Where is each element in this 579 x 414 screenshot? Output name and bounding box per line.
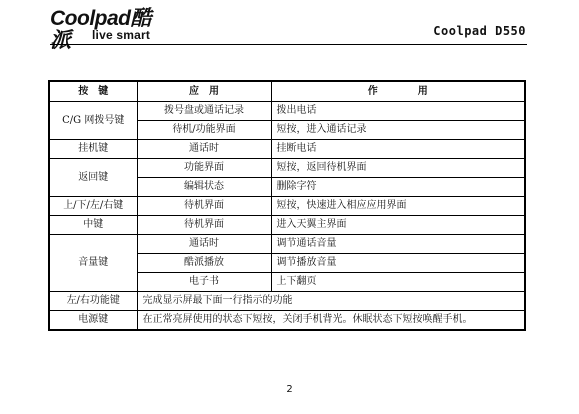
usage-cell: 功能界面 <box>137 159 271 178</box>
column-header-function: 作 用 <box>271 81 525 102</box>
coolpad-logo <box>50 7 162 52</box>
function-cell: 调节通话音量 <box>271 235 525 254</box>
table-row <box>49 235 525 254</box>
table-row <box>49 311 525 331</box>
usage-cell: 酷派播放 <box>137 254 271 273</box>
function-cell: 拨出电话 <box>271 102 525 121</box>
function-cell: 挂断电话 <box>271 140 525 159</box>
function-cell: 在正常亮屏使用的状态下短按，关闭手机背光。休眠状态下短按唤醒手机。 <box>137 311 525 331</box>
function-cell: 完成显示屏最下面一行指示的功能 <box>137 292 525 311</box>
key-cell: 挂机键 <box>49 140 137 159</box>
key-cell: 音量键 <box>49 235 137 292</box>
usage-cell: 通话时 <box>137 235 271 254</box>
key-cell: C/G 网拨号键 <box>49 102 137 140</box>
function-cell: 调节播放音量 <box>271 254 525 273</box>
column-header-usage: 应 用 <box>137 81 271 102</box>
function-cell: 上下翻页 <box>271 273 525 292</box>
usage-cell: 编辑状态 <box>137 178 271 197</box>
key-function-table <box>48 80 526 331</box>
page-number: 2 <box>286 384 293 395</box>
logo-tagline: live smart <box>92 28 151 42</box>
usage-cell: 待机/功能界面 <box>137 121 271 140</box>
header-divider <box>50 44 527 45</box>
table-row <box>49 197 525 216</box>
key-cell: 电源键 <box>49 311 137 331</box>
key-cell: 左/右功能键 <box>49 292 137 311</box>
table-row <box>49 102 525 121</box>
usage-cell: 通话时 <box>137 140 271 159</box>
function-cell: 短按，进入通话记录 <box>271 121 525 140</box>
usage-cell: 待机界面 <box>137 216 271 235</box>
model-name: Coolpad D550 <box>433 24 526 38</box>
logo-brand: Coolpad酷派 <box>50 7 151 52</box>
table-row <box>49 216 525 235</box>
key-cell: 中键 <box>49 216 137 235</box>
column-header-key: 按 键 <box>49 81 137 102</box>
usage-cell: 待机界面 <box>137 197 271 216</box>
key-cell: 返回键 <box>49 159 137 197</box>
function-cell: 短按，返回待机界面 <box>271 159 525 178</box>
usage-cell: 拨号盘或通话记录 <box>137 102 271 121</box>
function-cell: 进入天翼主界面 <box>271 216 525 235</box>
key-cell: 上/下/左/右键 <box>49 197 137 216</box>
table-header-row <box>49 81 525 102</box>
table-row <box>49 292 525 311</box>
table-row <box>49 140 525 159</box>
table-row <box>49 159 525 178</box>
usage-cell: 电子书 <box>137 273 271 292</box>
function-cell: 删除字符 <box>271 178 525 197</box>
function-cell: 短按，快速进入相应应用界面 <box>271 197 525 216</box>
